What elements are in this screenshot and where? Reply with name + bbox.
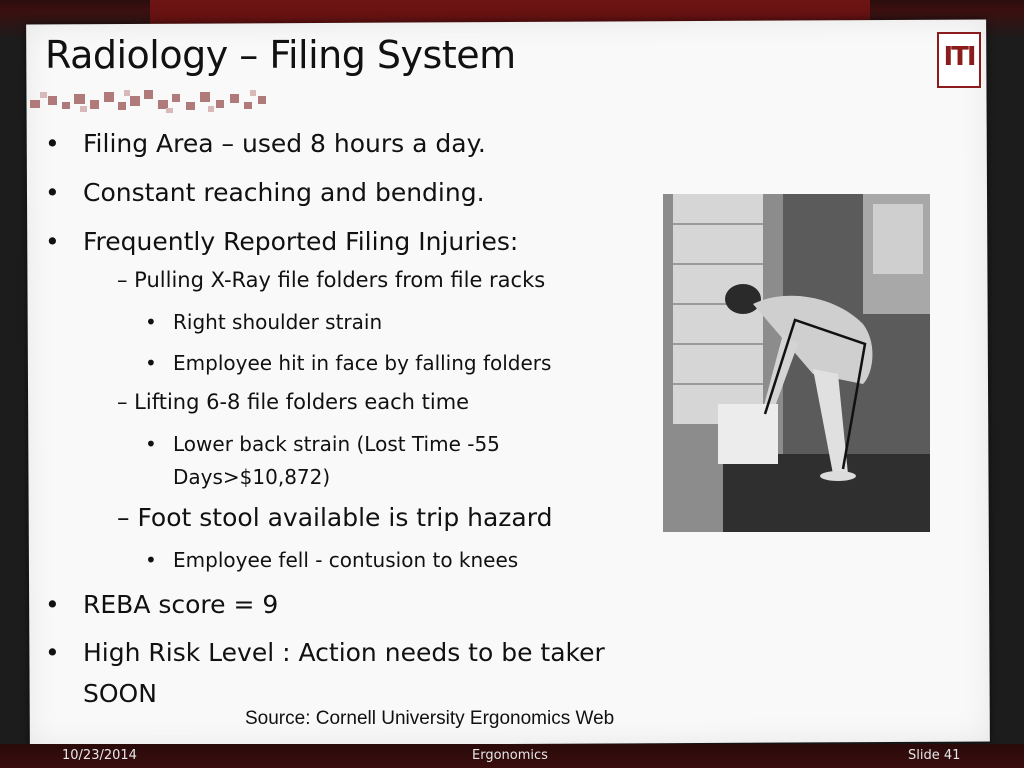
sub-sub-bullet-face <box>45 347 665 380</box>
filing-employee-photo <box>663 194 930 532</box>
bullet-marker: • <box>145 351 157 375</box>
bullet-text-line1: High Risk Level : Action needs to be taker <box>83 638 605 667</box>
bullet-text-line2: SOON <box>83 679 157 708</box>
footer-slide-number: Slide 41 <box>908 748 961 763</box>
footer-date: 10/23/2014 <box>62 748 137 763</box>
bullet-text-line2: Days>$10,872) <box>173 465 331 489</box>
bullet-filing-area <box>45 128 665 160</box>
sub-sub-bullet-knees <box>45 544 665 577</box>
bullet-text: Constant reaching and bending. <box>83 178 485 207</box>
bullet-marker: • <box>45 129 60 158</box>
slide-title: Radiology – Filing System <box>45 33 516 77</box>
bullet-marker: • <box>45 227 60 256</box>
bullet-marker: • <box>145 310 157 334</box>
bullet-text: Frequently Reported Filing Injuries: <box>83 227 519 256</box>
sub-bullet-stool: – Foot stool available is trip hazard <box>117 503 553 532</box>
bullet-text: REBA score = 9 <box>83 590 279 619</box>
footer-topic: Ergonomics <box>472 748 548 763</box>
bullet-text: Filing Area – used 8 hours a day. <box>83 129 486 158</box>
photo-illustration <box>663 194 930 532</box>
bullet-reba <box>45 589 665 621</box>
sub-sub-bullet-shoulder <box>45 306 665 339</box>
bullet-marker: • <box>45 638 60 667</box>
bullet-marker: • <box>145 432 157 456</box>
sub-bullet-lifting: – Lifting 6-8 file folders each time <box>117 390 470 414</box>
bullet-marker: • <box>45 590 60 619</box>
bullet-injuries <box>45 226 665 258</box>
decorative-squares <box>30 88 280 114</box>
sub-sub-bullet-back <box>45 428 665 494</box>
sub-bullet-pulling: – Pulling X-Ray file folders from file racks <box>117 268 546 292</box>
slide-content <box>45 128 665 731</box>
bullet-marker: • <box>145 548 157 572</box>
source-citation: Source: Cornell University Ergonomics Web <box>245 708 615 729</box>
bullet-risk <box>45 632 665 714</box>
bullet-reaching <box>45 177 665 209</box>
company-logo <box>937 32 981 88</box>
bullet-text: Right shoulder strain <box>173 310 383 334</box>
bullet-text: Employee hit in face by falling folders <box>173 351 552 375</box>
bullet-text: Employee fell - contusion to knees <box>173 548 519 572</box>
logo-text: ITI <box>943 42 975 72</box>
bullet-text-line1: Lower back strain (Lost Time -55 <box>173 432 500 456</box>
slide-footer <box>0 744 1024 768</box>
bullet-marker: • <box>45 178 60 207</box>
